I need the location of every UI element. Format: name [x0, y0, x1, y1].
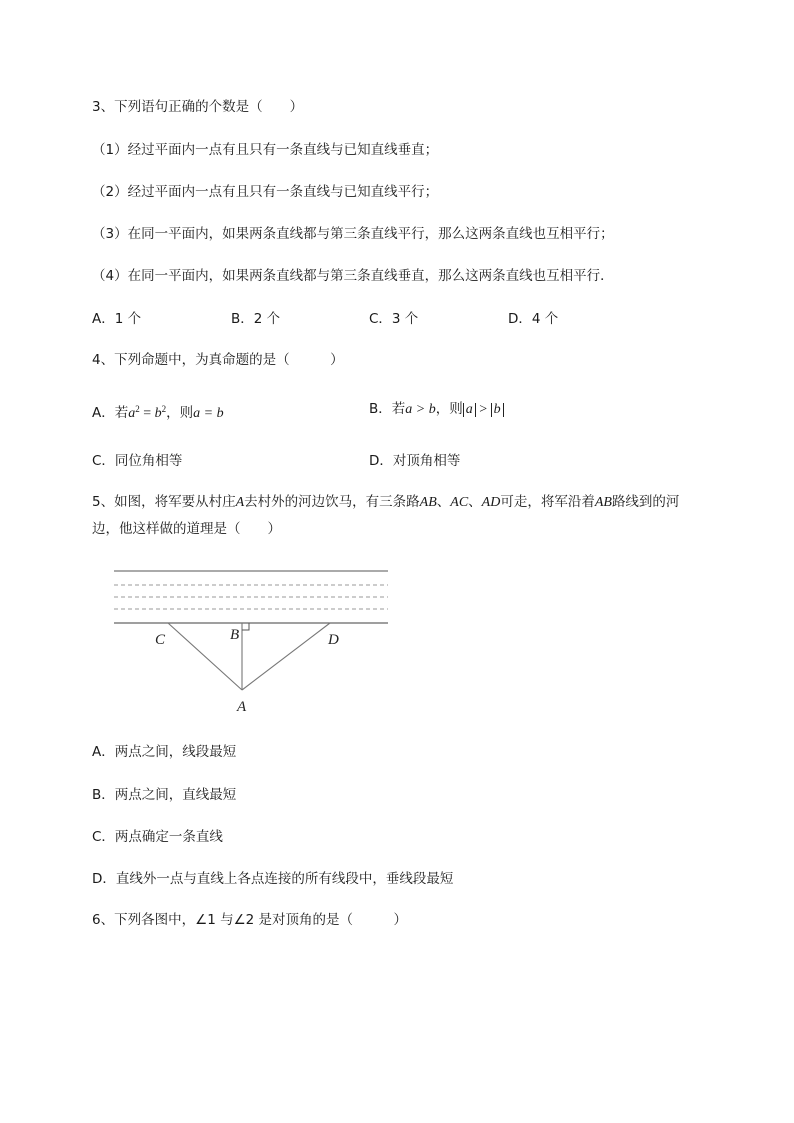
q4-option-c: C．同位角相等	[92, 453, 183, 469]
path-ad	[242, 623, 330, 690]
q4-option-b-prefix: B．若	[369, 401, 406, 417]
q4-option-a-formula	[128, 406, 166, 421]
abs-b: b	[491, 403, 504, 417]
q5-option-b: B．两点之间，直线最短	[92, 787, 237, 803]
q3-statement-1: （1）经过平面内一点有且只有一条直线与已知直线垂直；	[92, 142, 439, 158]
greater-than-sign: >	[475, 402, 491, 417]
var-AB: AB	[419, 495, 437, 510]
exponent: 2	[161, 404, 167, 414]
q3-stem: 3、下列语句正确的个数是（ ）	[92, 99, 304, 115]
q5-stem-line-1	[92, 493, 679, 512]
q5-stem-part: 可走，将军沿着	[500, 494, 595, 510]
equals-sign: =	[139, 406, 155, 421]
exponent: 2	[135, 404, 140, 414]
q3-option-c: C．3 个	[369, 311, 419, 327]
q5-option-c: C．两点确定一条直线	[92, 829, 223, 845]
q3-statement-3: （3）在同一平面内，如果两条直线都与第三条直线平行，那么这两条直线也互相平行；	[92, 226, 614, 242]
var-A: A	[235, 495, 245, 510]
label-a: A	[237, 699, 247, 715]
q3-option-a: A．1 个	[92, 311, 142, 327]
q3-option-d: D．4 个	[508, 311, 559, 327]
var-AC: AC	[450, 495, 469, 510]
q3-option-b: B．2 个	[231, 311, 281, 327]
q3-statement-2: （2）经过平面内一点有且只有一条直线与已知直线平行；	[92, 184, 439, 200]
q4-option-a	[92, 400, 224, 423]
q4-option-d: D．对顶角相等	[369, 453, 461, 469]
label-c: C	[155, 632, 166, 648]
abs-a: a	[463, 403, 476, 417]
q6-stem: 6、下列各图中，∠1 与∠2 是对顶角的是（ ）	[92, 912, 408, 928]
separator: 、	[468, 494, 482, 510]
q3-statement-4: （4）在同一平面内，如果两条直线都与第三条直线垂直，那么这两条直线也互相平行．	[92, 268, 614, 284]
q5-option-d: D．直线外一点与直线上各点连接的所有线段中，垂线段最短	[92, 871, 454, 887]
var-AB: AB	[594, 495, 612, 510]
q5-stem-part: 路线到的河	[611, 494, 680, 510]
right-angle-mark	[242, 623, 249, 630]
separator: 、	[436, 494, 451, 510]
q5-stem-part: 去村外的河边饮马，有三条路	[244, 494, 420, 510]
var-AD: AD	[481, 495, 501, 510]
label-b: B	[230, 627, 240, 643]
river-diagram	[112, 566, 392, 718]
q5-stem-line-2: 边，他这样做的道理是（ ）	[92, 521, 281, 537]
var-b: b	[154, 406, 162, 421]
q5-stem-part: 5、如图，将军要从村庄	[92, 494, 236, 510]
var-a: a	[128, 406, 136, 421]
q4-option-b	[369, 400, 504, 419]
label-d: D	[328, 632, 339, 648]
q4-option-b-formula	[463, 402, 504, 417]
q4-option-b-condition: a > b	[405, 402, 436, 417]
q4-option-a-conclusion: a = b	[193, 406, 224, 421]
q4-option-a-mid: ，则	[166, 405, 194, 421]
q4-option-b-mid: ，则	[435, 401, 463, 417]
q5-option-a: A．两点之间，线段最短	[92, 744, 237, 760]
river-figure	[112, 566, 392, 722]
q4-stem: 4、下列命题中，为真命题的是（ ）	[92, 352, 344, 368]
q4-option-a-prefix: A．若	[92, 405, 129, 421]
